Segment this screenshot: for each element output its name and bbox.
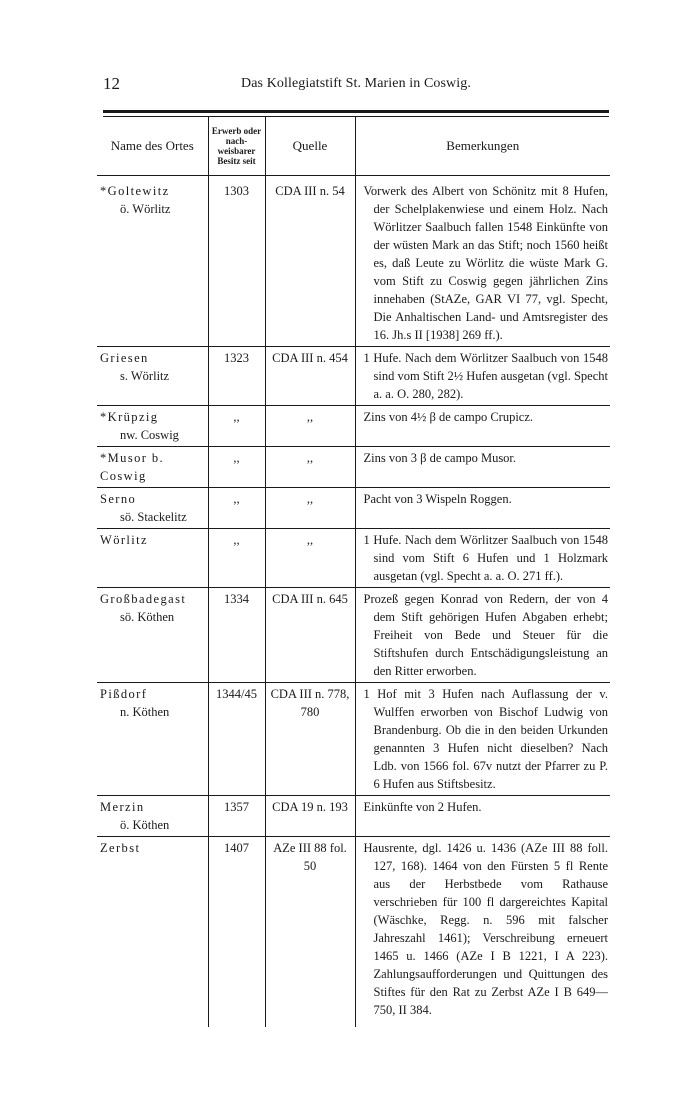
remarks-text: Hausrente, dgl. 1426 u. 1436 (AZe III 88 foll. 127, 168). 1464 von den Fürsten 5 fl Rente aus der Herbstbede vom Rathause verschrieben für 100 fl dargereichtes Kapital (Wäschke, Regg. n. 596 mit falscher Jahreszahl 1461); Verschreibung erneuert 1465 u. 1466 (AZe I B 1221, I A 223). Zahlungsaufforderungen und Quittungen des Stiftes für den Rat zu Zerbst AZe I B 649—750, II 384. bbox=[363, 841, 608, 1017]
remarks-cell bbox=[355, 347, 610, 406]
source-cell: AZe III 88 fol. 50 bbox=[265, 837, 355, 1028]
place-cell bbox=[97, 837, 208, 1028]
place-name: *Goltewitz bbox=[100, 184, 170, 198]
header-rule-thick bbox=[103, 110, 609, 113]
remarks-text: 1 Hufe. Nach dem Wörlitzer Saalbuch von 1548 sind vom Stift 2½ Hufen ausgetan (vgl. Specht a. a. O. 280, 282). bbox=[363, 351, 608, 401]
place-name: Serno bbox=[100, 492, 137, 506]
table-row bbox=[97, 529, 610, 588]
place-name: Griesen bbox=[100, 351, 149, 365]
table-row bbox=[97, 796, 610, 837]
col-header-year: Erwerb oder nach-weisbarer Besitz seit bbox=[208, 117, 265, 176]
place-name: Großbadegast bbox=[100, 592, 187, 606]
source-cell: CDA III n. 54 bbox=[265, 176, 355, 347]
place-cell bbox=[97, 488, 208, 529]
page-header bbox=[103, 74, 609, 96]
place-region: s. Wörlitz bbox=[120, 369, 170, 383]
source-cell: CDA 19 n. 193 bbox=[265, 796, 355, 837]
table-row bbox=[97, 488, 610, 529]
place-cell bbox=[97, 588, 208, 683]
place-name: Pißdorf bbox=[100, 687, 148, 701]
place-name: Zerbst bbox=[100, 841, 141, 855]
place-name: *Krüpzig bbox=[100, 410, 159, 424]
remarks-text: Zins von 3 β de campo Musor. bbox=[363, 451, 517, 465]
running-head: Das Kollegiatstift St. Marien in Coswig. bbox=[241, 76, 471, 91]
table-row bbox=[97, 347, 610, 406]
remarks-cell bbox=[355, 588, 610, 683]
remarks-text: 1 Hufe. Nach dem Wörlitzer Saalbuch von 1548 sind vom Stift 6 Hufen und 1 Holzmark ausgetan (vgl. Specht a. a. O. 271 ff.). bbox=[363, 533, 608, 583]
place-region: sö. Köthen bbox=[120, 610, 175, 624]
page-number: 12 bbox=[103, 74, 120, 93]
year-cell: 1323 bbox=[208, 347, 265, 406]
source-cell: ,, bbox=[265, 488, 355, 529]
place-cell bbox=[97, 347, 208, 406]
table-row bbox=[97, 837, 610, 1028]
remarks-cell bbox=[355, 683, 610, 796]
place-name: *Musor b. Coswig bbox=[100, 451, 164, 483]
table-row bbox=[97, 447, 610, 488]
table-header-row bbox=[97, 117, 610, 176]
remarks-text: Pacht von 3 Wispeln Roggen. bbox=[363, 492, 512, 506]
place-cell bbox=[97, 796, 208, 837]
table-row bbox=[97, 176, 610, 347]
remarks-cell bbox=[355, 529, 610, 588]
year-cell: 1357 bbox=[208, 796, 265, 837]
remarks-cell bbox=[355, 447, 610, 488]
col-header-name: Name des Ortes bbox=[97, 117, 208, 176]
place-cell bbox=[97, 529, 208, 588]
year-cell: 1303 bbox=[208, 176, 265, 347]
table-row bbox=[97, 406, 610, 447]
place-region: nw. Coswig bbox=[120, 428, 179, 442]
remarks-cell bbox=[355, 406, 610, 447]
remarks-text: 1 Hof mit 3 Hufen nach Auflassung der v. Wulffen erworben von Bischof Ludwig von Brandenburg. Ob die in den beiden Urkunden genannten 3 Hufen nicht dieselben? Nach Ldb. von 1566 fol. 67v nutzt der Pfarrer zu P. 6 Hufen aus Stiftsbesitz. bbox=[363, 687, 608, 791]
year-cell: 1407 bbox=[208, 837, 265, 1028]
table-row bbox=[97, 683, 610, 796]
year-cell: ,, bbox=[208, 529, 265, 588]
place-region: ö. Wörlitz bbox=[120, 202, 171, 216]
source-cell: ,, bbox=[265, 447, 355, 488]
year-cell: ,, bbox=[208, 488, 265, 529]
year-cell: ,, bbox=[208, 406, 265, 447]
source-cell: CDA III n. 778, 780 bbox=[265, 683, 355, 796]
place-cell bbox=[97, 176, 208, 347]
place-name: Merzin bbox=[100, 800, 145, 814]
place-region: n. Köthen bbox=[120, 705, 170, 719]
remarks-cell bbox=[355, 837, 610, 1028]
source-cell: ,, bbox=[265, 406, 355, 447]
source-cell: CDA III n. 645 bbox=[265, 588, 355, 683]
place-cell bbox=[97, 683, 208, 796]
year-cell: 1334 bbox=[208, 588, 265, 683]
year-cell: ,, bbox=[208, 447, 265, 488]
place-region: ö. Köthen bbox=[120, 818, 170, 832]
source-cell: CDA III n. 454 bbox=[265, 347, 355, 406]
place-cell bbox=[97, 406, 208, 447]
remarks-cell bbox=[355, 176, 610, 347]
place-cell bbox=[97, 447, 208, 488]
remarks-text: Vorwerk des Albert von Schönitz mit 8 Hufen, der Schelplakenwiese und einem Holz. Nach Wörlitzer Saalbuch fallen 1548 Einkünfte von der wüsten Mark an das Stift; noch 1560 heißt es, daß Leute zu Wörlitz die wüste Mark G. vom Stift zu Coswig gegen jährlichen Zins innehaben (StAZe, GAR VI 77, vgl. Specht, Die Anhaltischen Land- und Amtsregister des 16. Jh.s II [1938] 269 ff.). bbox=[363, 184, 608, 342]
remarks-text: Prozeß gegen Konrad von Redern, der von 4 dem Stift gehörigen Hufen Abgaben erhebt; Freiheit von Bede und Steuer für die Stiftshufen durch Entschädigungsleistung an den Ritter erworben. bbox=[363, 592, 608, 678]
year-cell: 1344/45 bbox=[208, 683, 265, 796]
source-cell: ,, bbox=[265, 529, 355, 588]
place-region: sö. Stackelitz bbox=[120, 510, 187, 524]
remarks-text: Zins von 4½ β de campo Crupicz. bbox=[363, 410, 534, 424]
possessions-table bbox=[97, 117, 610, 1027]
col-header-source: Quelle bbox=[265, 117, 355, 176]
table-row bbox=[97, 588, 610, 683]
col-header-remarks: Bemerkungen bbox=[355, 117, 610, 176]
remarks-cell bbox=[355, 488, 610, 529]
place-name: Wörlitz bbox=[100, 533, 148, 547]
remarks-cell bbox=[355, 796, 610, 837]
remarks-text: Einkünfte von 2 Hufen. bbox=[363, 800, 482, 814]
